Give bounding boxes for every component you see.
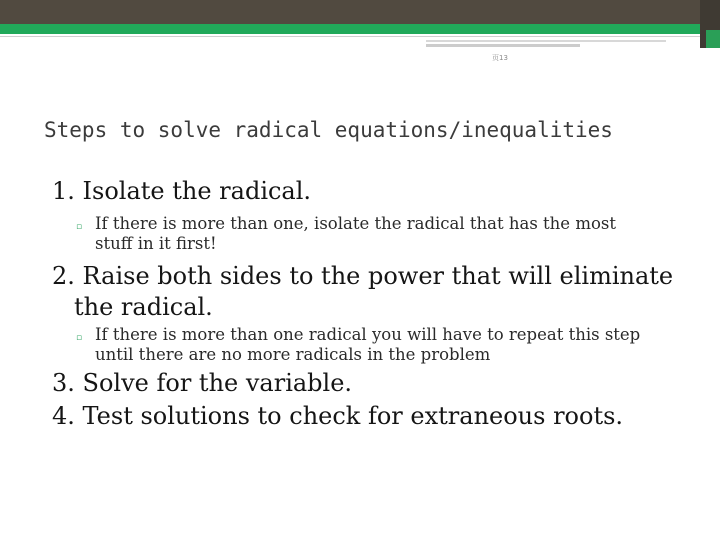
step-item-2: 2. Raise both sides to the power that will eliminate the radical. bbox=[52, 262, 674, 321]
header-band-dark bbox=[0, 0, 700, 24]
step-item-1: 1. Isolate the radical. bbox=[52, 177, 312, 205]
sub-bullet-2 bbox=[76, 325, 676, 365]
header-accent-line bbox=[426, 40, 666, 42]
step-item-3: 3. Solve for the variable. bbox=[52, 369, 353, 397]
page-number: 页13 bbox=[492, 54, 508, 62]
bullet-icon: ▫ bbox=[76, 222, 83, 232]
header-accent-line-short bbox=[426, 44, 580, 47]
step-item-4: 4. Test solutions to check for extraneous roots. bbox=[52, 402, 624, 430]
slide-title: Steps to solve radical equations/inequalities bbox=[44, 118, 613, 142]
bullet-icon: ▫ bbox=[76, 333, 83, 343]
header-band-green bbox=[0, 24, 700, 34]
sub-bullet-text: If there is more than one, isolate the radical that has the most stuff in it first! bbox=[95, 214, 616, 253]
sub-bullet-1 bbox=[76, 214, 656, 254]
sub-bullet-text: If there is more than one radical you will have to repeat this step until there are no more radicals in the problem bbox=[95, 325, 641, 364]
header-divider bbox=[0, 36, 700, 37]
header-band-green-corner bbox=[706, 30, 720, 48]
